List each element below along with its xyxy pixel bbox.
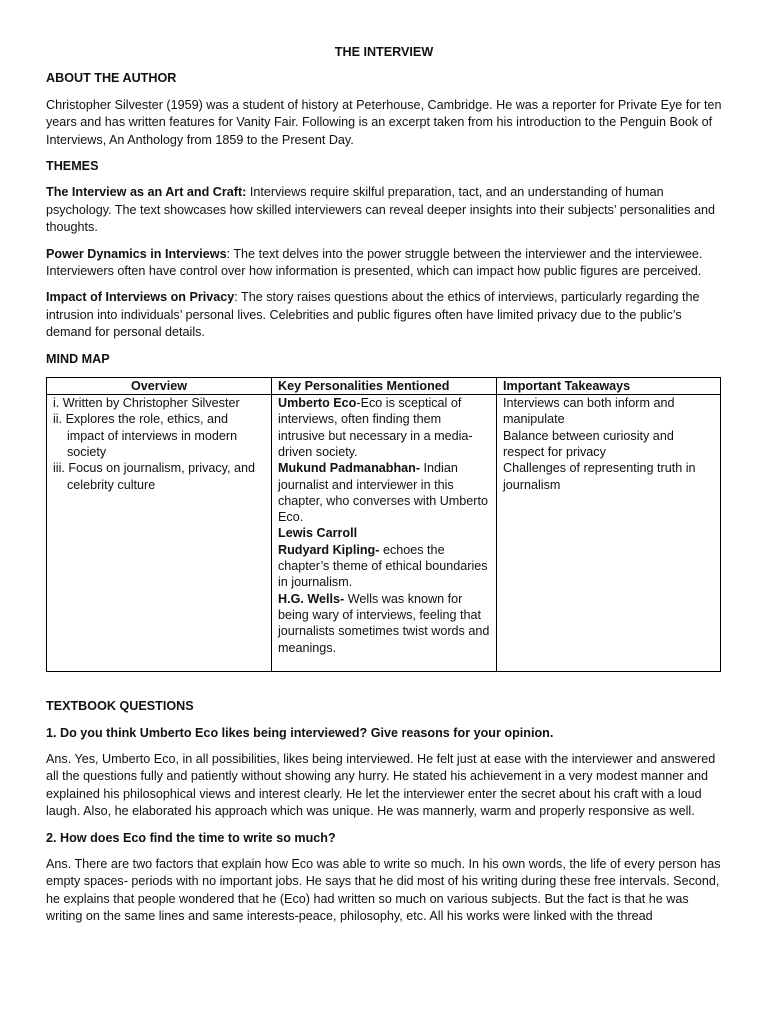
answer-2: Ans. There are two factors that explain how Eco was able to write so much. In his own words, the life of every person has empty spaces- periods with no important jobs. He says that he did most of his writing during these free intervals. Second, he explains that people wondered that he (Eco) had written so much on various subjects. But the fact is that he was writing on the same lines and same interests-peace, philosophy, etc. All his works were linked with the thread: [46, 856, 721, 924]
table-row: [47, 395, 721, 672]
personality-entry: [278, 525, 490, 541]
personality-name: Umberto Eco: [278, 396, 357, 411]
personality-entry: [278, 395, 490, 460]
theme-text: : The story raises questions about the ethics of interviews, particularly regarding the intrusion into individuals’ personal lives. Celebrities and public figures often have limited privacy due to the public’s demand for personal details.: [46, 290, 700, 340]
overview-cell: [47, 395, 272, 672]
theme-text: : The text delves into the power struggle between the interviewer and the interviewee. Interviewers often have control over how information is presented, which can impact how public figures are perceived.: [46, 246, 703, 279]
theme-paragraph: [46, 184, 722, 236]
theme-paragraph: [46, 246, 722, 281]
question-1: 1. Do you think Umberto Eco likes being interviewed? Give reasons for your opinion.: [46, 725, 554, 740]
personality-name: Lewis Carroll: [278, 526, 358, 541]
mindmap-heading: MIND MAP: [46, 351, 110, 366]
about-paragraph: Christopher Silvester (1959) was a student of history at Peterhouse, Cambridge. He was a reporter for Private Eye for ten years and has written features for Vanity Fair. Following is an excerpt taken from his introduction to the Penguin Book of Interviews, An Anthology from 1859 to the Present Day.: [46, 97, 722, 147]
column-header-personalities: Key Personalities Mentioned: [272, 378, 497, 395]
page-title: THE INTERVIEW: [334, 45, 434, 59]
personality-name: Mukund Padmanabhan-: [278, 461, 421, 476]
theme-label: Power Dynamics in Interviews: [46, 246, 227, 261]
list-item: ii. Explores the role, ethics, and impact of interviews in modern society: [53, 412, 238, 459]
themes-heading: THEMES: [46, 159, 99, 174]
overview-list: [53, 395, 265, 493]
personality-entry: [278, 542, 490, 591]
list-item: i. Written by Christopher Silvester: [53, 396, 240, 411]
theme-text: Interviews require skilful preparation, tact, and an understanding of human psychology. The text showcases how skilled interviewers can reveal deeper insights into their subjects’ personalities and thoughts.: [46, 185, 715, 235]
takeaways-cell: [497, 395, 721, 672]
personality-text: Indian journalist and interviewer in this chapter, who converses with Umberto Eco.: [278, 461, 488, 525]
list-item: iii. Focus on journalism, privacy, and celebrity culture: [53, 461, 256, 492]
theme-label: Impact of Interviews on Privacy: [46, 290, 235, 305]
document-content: [46, 44, 722, 935]
table-header-row: [47, 378, 721, 395]
personality-entry: [278, 460, 490, 525]
personality-text: echoes the chapter’s theme of ethical boundaries in journalism.: [278, 542, 488, 590]
mindmap-table: [46, 377, 721, 672]
answer-1: Ans. Yes, Umberto Eco, in all possibilities, likes being interviewed. He felt just at ease with the interviewer and answered all the questions fully and patiently without showing any hurry. He stated his achievement in a very modest manner and explained his philosophical views and interest clearly. He let the interviewer enter the secret about his craft with a loud laugh. Also, he elaborated his approach which was unique. He was mannerly, warm and properly responsive as well.: [46, 751, 716, 819]
theme-label: The Interview as an Art and Craft:: [46, 185, 247, 200]
personality-entry: [278, 591, 490, 656]
takeaway-item: Challenges of representing truth in journalism: [503, 461, 696, 492]
about-heading: ABOUT THE AUTHOR: [46, 71, 177, 86]
column-header-overview: Overview: [47, 378, 272, 395]
personality-text: Wells was known for being wary of interviews, feeling that journalists sometimes twist words and meanings.: [278, 591, 490, 655]
personality-name: H.G. Wells-: [278, 591, 345, 606]
column-header-takeaways: Important Takeaways: [497, 378, 721, 395]
takeaway-item: Interviews can both inform and manipulate: [503, 396, 675, 427]
takeaway-item: Balance between curiosity and respect for privacy: [503, 428, 674, 459]
personality-name: Rudyard Kipling-: [278, 542, 380, 557]
question-2: 2. How does Eco find the time to write so much?: [46, 830, 336, 845]
theme-paragraph: [46, 289, 722, 341]
personalities-cell: [272, 395, 497, 672]
personality-text: -Eco is sceptical of interviews, often finding them intrusive but necessary in a media-driven society.: [278, 396, 473, 459]
textbook-heading: TEXTBOOK QUESTIONS: [46, 699, 194, 714]
